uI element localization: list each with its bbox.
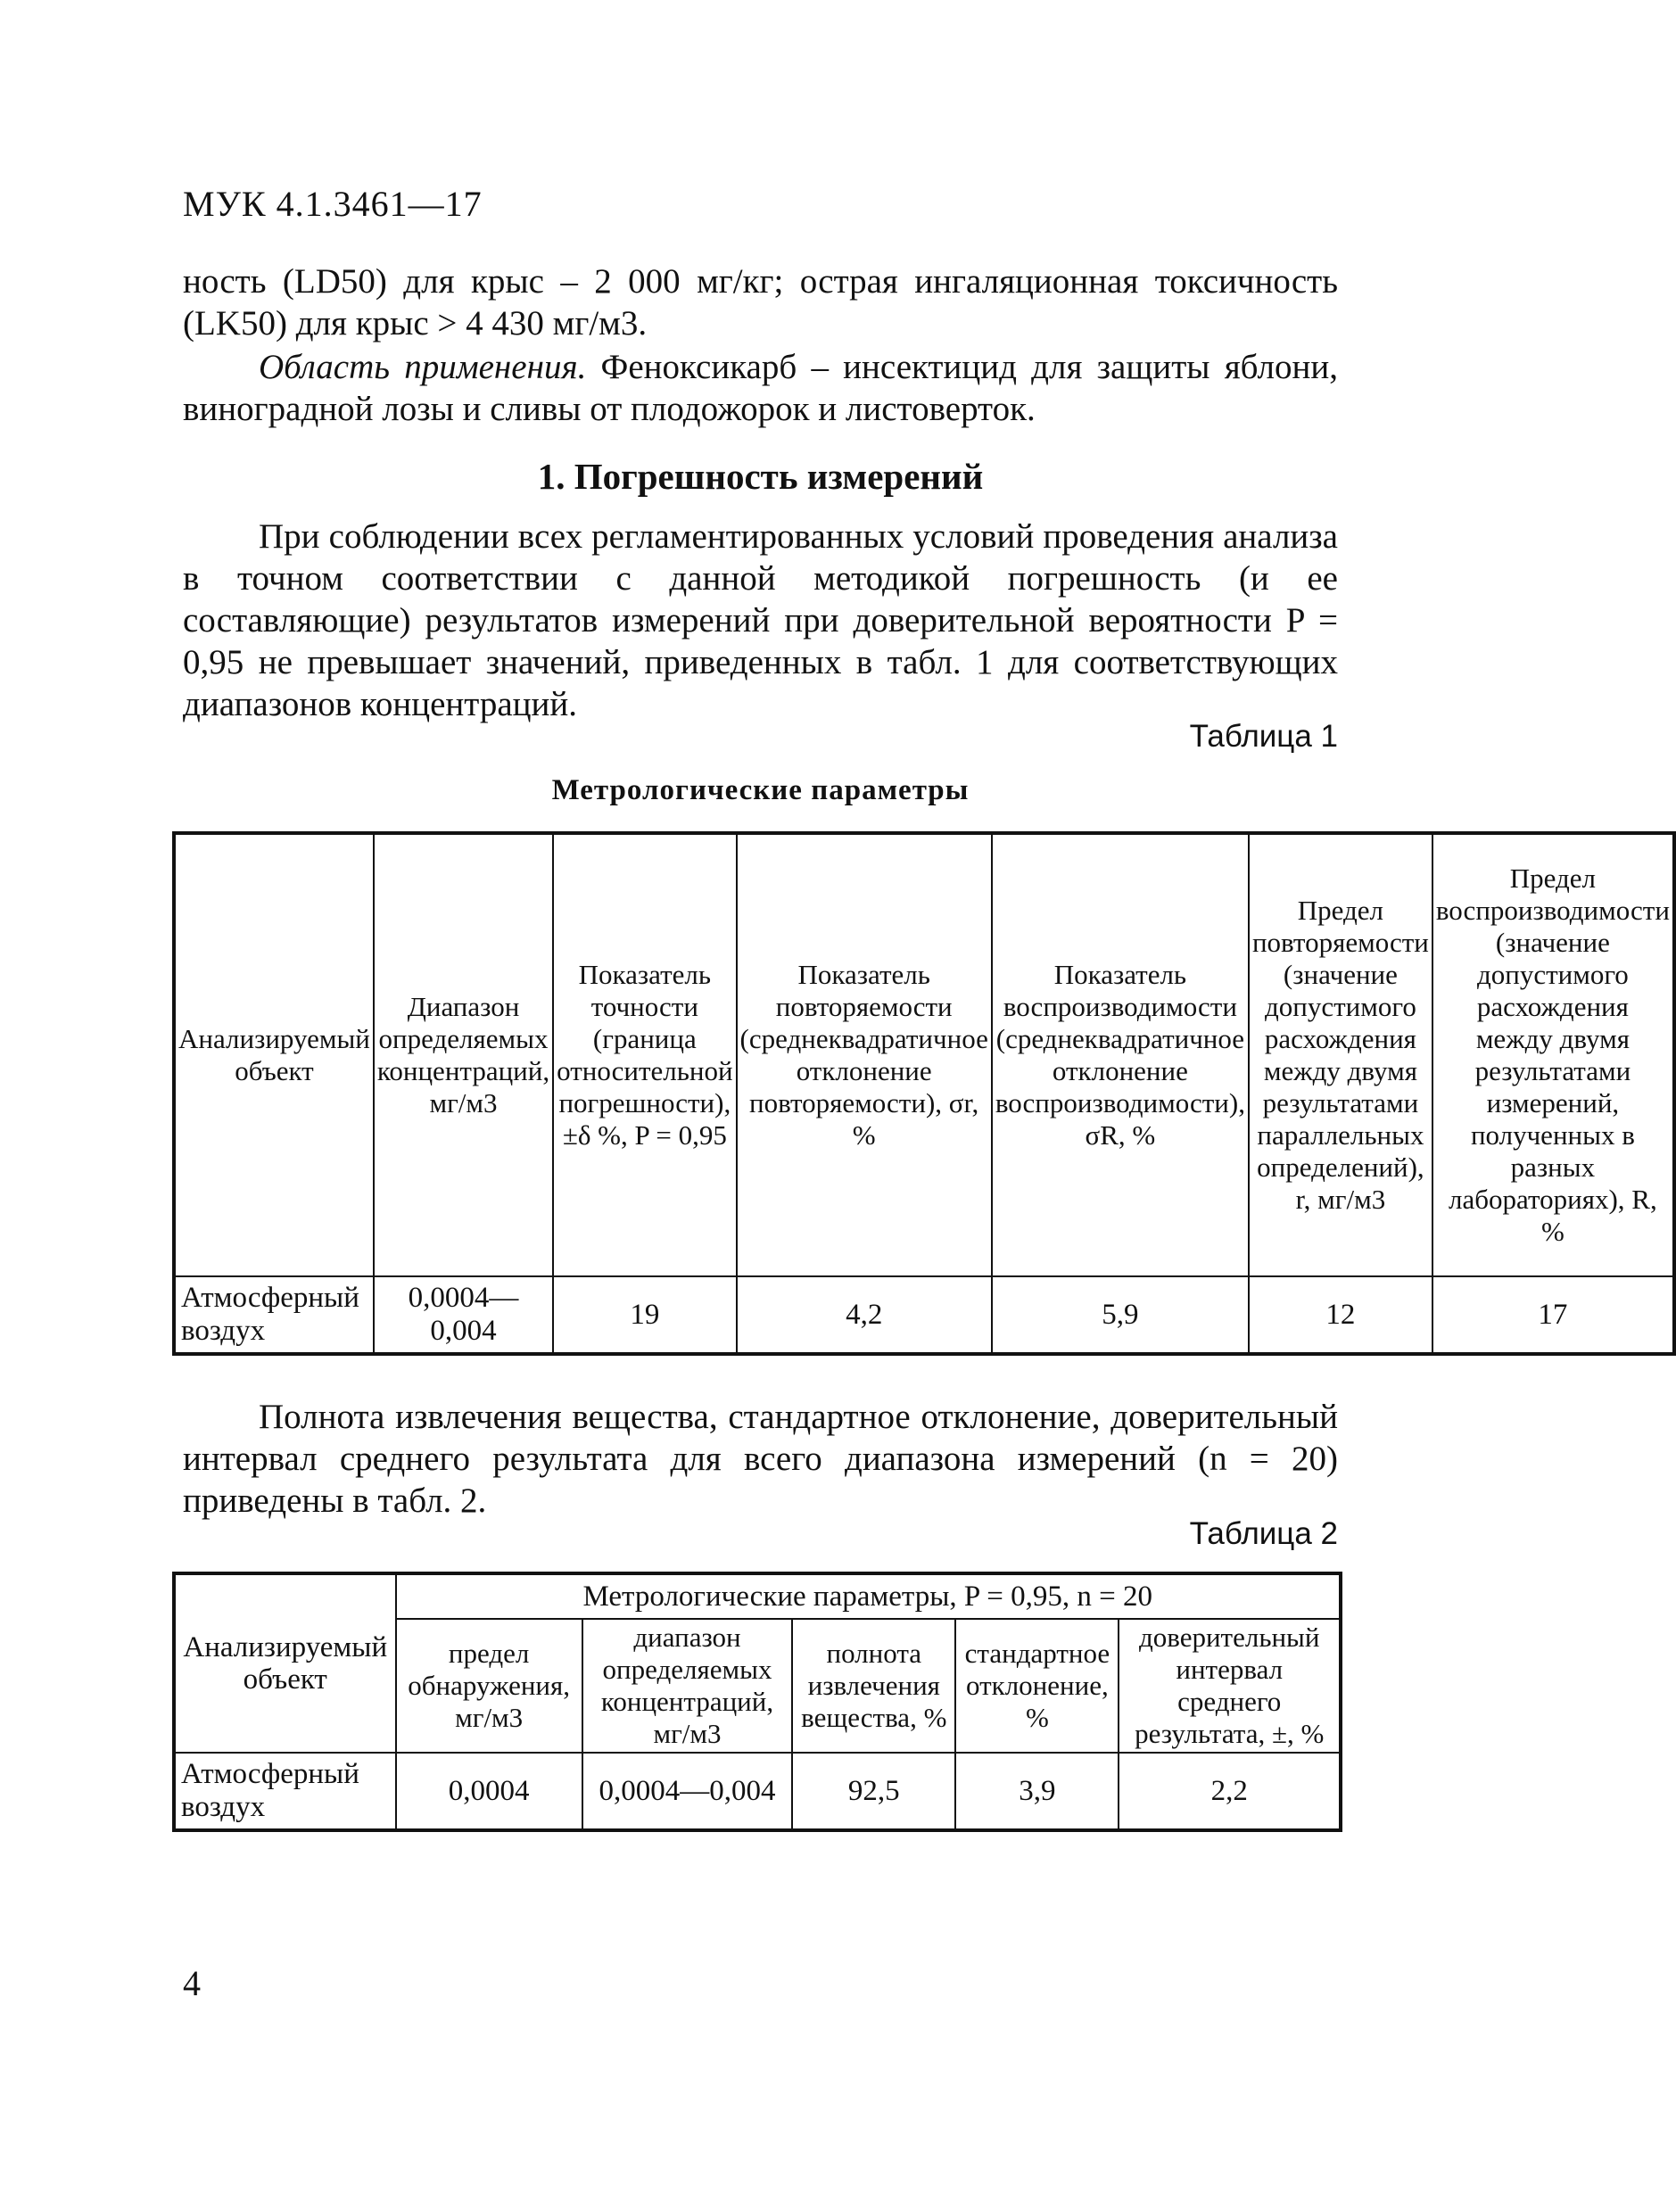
t2-header-std-deviation: стандартное отклонение, % — [955, 1619, 1119, 1753]
metrology-table-1 — [172, 831, 1676, 1356]
table-row — [174, 1276, 1674, 1354]
t1-cell-range: 0,0004—0,004 — [374, 1276, 553, 1354]
t1-header-reproducibility-limit: Предел воспроизводимости (значение допустимого расхождения между двумя результатами измерений, полученных в разных лабораториях), R, % — [1432, 833, 1674, 1276]
t1-cell-object: Атмосферный воздух — [174, 1276, 374, 1354]
t1-header-object: Анализируемый объект — [174, 833, 374, 1276]
metrology-table-2 — [172, 1572, 1342, 1832]
t1-header-range: Диапазон определяемых концентраций, мг/м3 — [374, 833, 553, 1276]
t1-header-reproducibility: Показатель воспроизводимости (среднеквадратичное отклонение воспроизводимости), σR, % — [992, 833, 1249, 1276]
t2-cell-object: Атмосферный воздух — [174, 1753, 396, 1830]
t2-cell-recovery: 92,5 — [792, 1753, 955, 1830]
t2-cell-detection-limit: 0,0004 — [396, 1753, 582, 1830]
paragraph-table2-intro: Полнота извлечения вещества, стандартное отклонение, доверительный интервал среднего результата для всего диапазона измерений (n = 20) приведены в табл. 2. — [183, 1398, 1338, 1520]
t1-cell-reproducibility: 5,9 — [992, 1276, 1249, 1354]
t1-header-accuracy: Показатель точности (граница относительной погрешности), ±δ %, P = 0,95 — [553, 833, 736, 1276]
t2-header-detection-limit: предел обнаружения, мг/м3 — [396, 1619, 582, 1753]
t2-header-range: диапазон определяемых концентраций, мг/м3 — [582, 1619, 792, 1753]
table1-title: Метрологические параметры — [551, 774, 970, 806]
t2-header-recovery: полнота извлечения вещества, % — [792, 1619, 955, 1753]
t2-cell-std-deviation: 3,9 — [955, 1753, 1119, 1830]
paragraph-application — [183, 346, 1338, 430]
section-title: 1. Погрешность измерений — [537, 456, 984, 497]
t1-cell-accuracy: 19 — [553, 1276, 736, 1354]
page-number: 4 — [183, 1963, 201, 2003]
t1-header-repeatability-limit: Предел повторяемости (значение допустимого расхождения между двумя результатами параллельных определений), r, мг/м3 — [1249, 833, 1432, 1276]
t2-group-header: Метрологические параметры, P = 0,95, n = 20 — [396, 1573, 1341, 1619]
t1-cell-repeatability: 4,2 — [737, 1276, 992, 1354]
t1-cell-reproducibility-limit: 17 — [1432, 1276, 1674, 1354]
t1-cell-repeatability-limit: 12 — [1249, 1276, 1432, 1354]
table1-label: Таблица 1 — [1189, 719, 1338, 754]
paragraph-toxicity: ность (LD50) для крыс – 2 000 мг/кг; острая ингаляционная токсичность (LK50) для крыс > 4 430 мг/м3. — [183, 262, 1338, 343]
t2-header-object: Анализируемый объект — [174, 1573, 396, 1753]
t2-cell-confidence-interval: 2,2 — [1119, 1753, 1341, 1830]
paragraph-error-conditions: При соблюдении всех регламентированных условий проведения анализа в точном соответствии с данной методикой погрешность (и ее составляющие) результатов измерений при доверительной вероятности P = 0,95 не превышает значений, приведенных в табл. 1 для соответствующих диапазонов концентраций. — [183, 517, 1338, 723]
application-text: Феноксикарб – инсектицид для защиты яблони, виноградной лозы и сливы от плодожорок и листоверток. — [183, 348, 1338, 428]
table-row — [174, 1753, 1341, 1830]
t1-header-repeatability: Показатель повторяемости (среднеквадратичное отклонение повторяемости), σr, % — [737, 833, 992, 1276]
t2-cell-range: 0,0004—0,004 — [582, 1753, 792, 1830]
document-code: МУК 4.1.3461—17 — [183, 184, 483, 224]
t2-header-confidence-interval: доверительный интервал среднего результата, ±, % — [1119, 1619, 1341, 1753]
table2-label: Таблица 2 — [1189, 1516, 1338, 1551]
application-label: Область применения. — [259, 348, 587, 386]
